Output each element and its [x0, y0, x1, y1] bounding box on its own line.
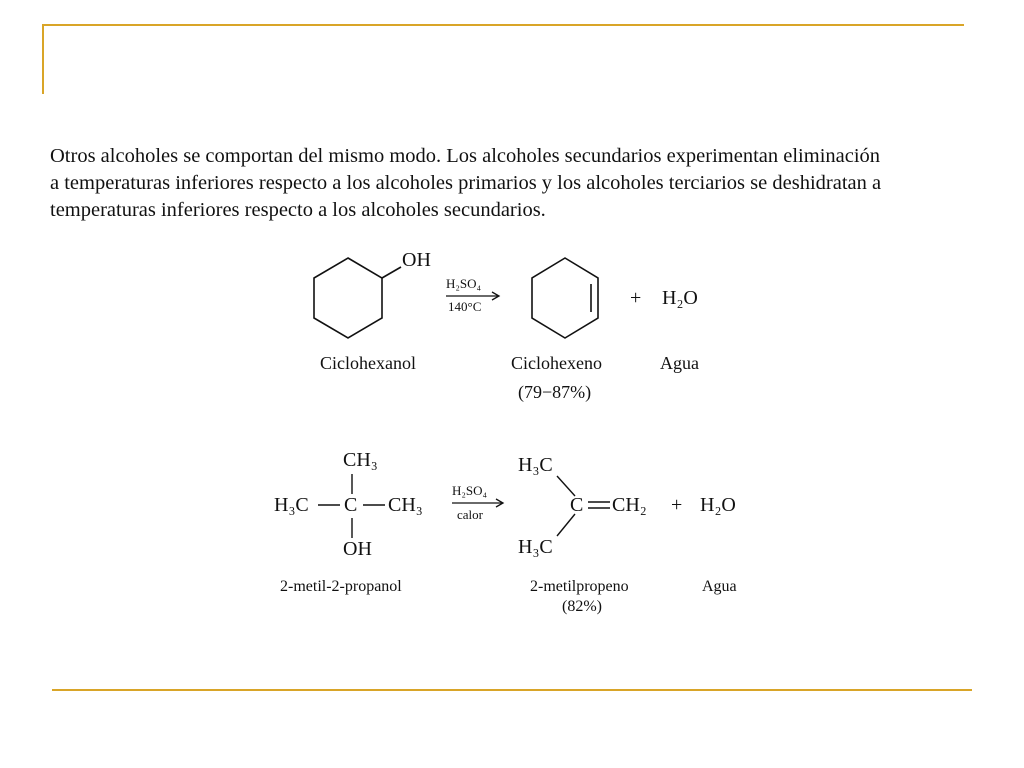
cyclohexanol-oh-label: OH [402, 249, 431, 271]
bond-product-lower [557, 514, 575, 536]
product-2-ch2: CH₂ [612, 494, 647, 516]
paragraph-line-1: Otros alcoholes se comportan del mismo modo. Los alcoholes secundarios experimentan eliminación [50, 145, 881, 167]
reactant-2-ch3-right: CH₃ [388, 494, 423, 516]
ciclohexanol-name: Ciclohexanol [320, 353, 416, 373]
reactant-2-center-carbon: C [344, 494, 358, 516]
ciclohexeno-yield: (79−87%) [518, 382, 592, 402]
reaction-1-water-formula: H₂O [662, 287, 698, 309]
paragraph-line-2: a temperaturas inferiores respecto a los alcoholes primarios y los alcoholes terciarios se deshidratan a [50, 172, 882, 194]
reaction-1-acid-condition: H₂SO₄ [446, 276, 482, 291]
paragraph-line-3: temperaturas inferiores respecto a los alcoholes secundarios. [50, 199, 546, 221]
product-2-yield: (82%) [562, 598, 602, 615]
reactant-2-ch3-top: CH₃ [343, 449, 378, 471]
reaction-1-plus-sign: + [630, 287, 642, 309]
reaction-2-water-formula: H₂O [700, 494, 736, 516]
product-2-h3c-top: H₃C [518, 454, 553, 476]
reaction-1-water-name: Agua [660, 353, 699, 373]
reactant-2-name: 2-metil-2-propanol [280, 578, 402, 595]
bond-product-upper [557, 476, 575, 496]
reaction-2-acid-condition: H₂SO₄ [452, 483, 488, 498]
product-2-h3c-bottom: H₃C [518, 536, 553, 558]
reaction-2-heat-condition: calor [457, 507, 483, 522]
reaction-1-temperature-condition: 140°C [448, 299, 482, 314]
reaction-2-water-name: Agua [702, 578, 737, 595]
product-2-carbon: C [570, 494, 584, 516]
reaction-2-plus-sign: + [671, 494, 683, 516]
ciclohexeno-name: Ciclohexeno [511, 353, 602, 373]
reactant-2-h3c-left: H₃C [274, 494, 309, 516]
reactant-2-oh-bottom: OH [343, 538, 372, 560]
product-2-name: 2-metilpropeno [530, 578, 629, 595]
